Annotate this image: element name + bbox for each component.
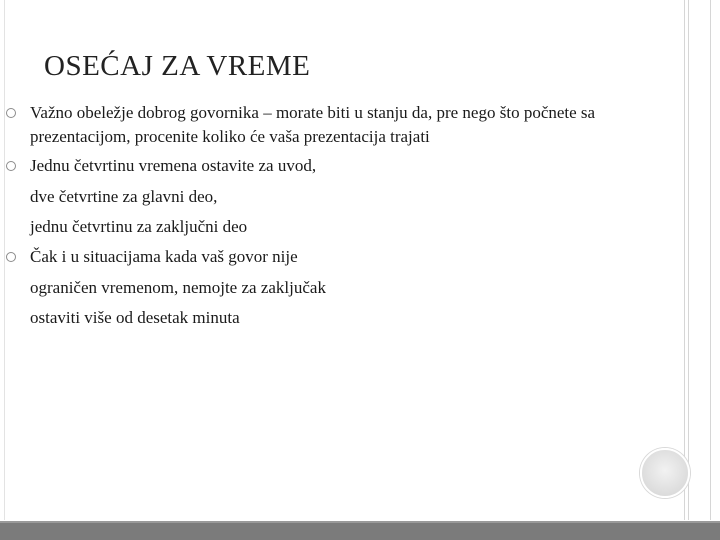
bullet-icon [6, 252, 16, 262]
bullet-2-continuation-2: jednu četvrtinu za zaključni deo [30, 217, 248, 236]
bullet-2-line-1: Jednu četvrtinu vremena ostavite za uvod, [30, 156, 317, 175]
bullet-2-continuation-1: dve četvrtine za glavni deo, [30, 187, 218, 206]
bullet-3-continuation-2: ostaviti više od desetak minuta [30, 308, 240, 327]
left-border [4, 0, 5, 520]
bullet-3-line-1: Čak i u situacijama kada vaš govor nije [30, 247, 298, 266]
bottom-bar [0, 521, 720, 540]
slide-title: OSEĆAJ ZA VREME [44, 50, 311, 82]
bullet-1-line-2: prezentacijom, procenite koliko će vaša prezentacija trajati [30, 127, 430, 146]
circle-ornament-icon [640, 448, 690, 498]
bullet-icon [6, 161, 16, 171]
bullet-1-line-1: Važno obeležje dobrog govornika – morate biti u stanju da, pre nego što počnete sa [30, 103, 596, 122]
bullet-3-continuation-1: ograničen vremenom, nemojte za zaključak [30, 278, 326, 297]
bullet-icon [6, 108, 16, 118]
